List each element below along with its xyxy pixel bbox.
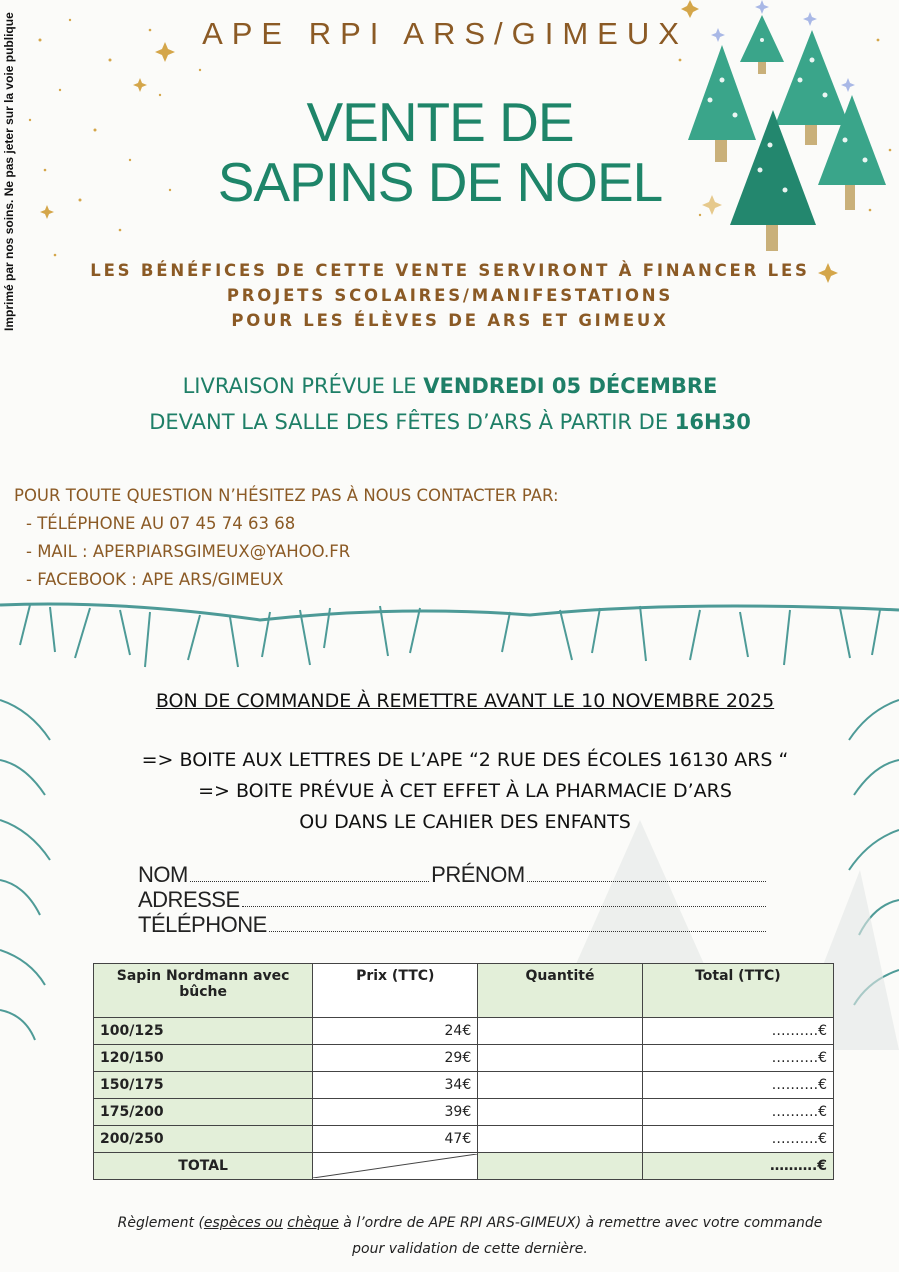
- delivery-date-prefix: LIVRAISON PRÉVUE LE: [182, 374, 424, 398]
- row-price: 47€: [313, 1126, 478, 1153]
- customer-fields: [138, 862, 768, 937]
- total-price-crossed: [313, 1153, 478, 1180]
- benefits-text: [40, 258, 860, 333]
- delivery-place-prefix: DEVANT LA SALLE DES FÊTES D’ARS À PARTIR DE: [149, 410, 675, 434]
- table-row: [94, 1045, 834, 1072]
- row-quantity[interactable]: [478, 1072, 643, 1099]
- row-total[interactable]: ……….€: [642, 1018, 833, 1045]
- page-title: [180, 92, 700, 212]
- delivery-date: VENDREDI 05 DÉCEMBRE: [423, 374, 718, 398]
- delivery-time: 16H30: [674, 410, 751, 434]
- title-line: VENTE DE: [306, 91, 574, 153]
- contact-mail: - MAIL : APERPIARSGIMEUX@YAHOO.FR: [26, 542, 351, 561]
- payment-cheque: chèque: [287, 1215, 339, 1231]
- drop-off-line: => BOITE PRÉVUE À CET EFFET À LA PHARMACIE D’ARS: [198, 780, 732, 802]
- contact-info: [14, 482, 714, 594]
- row-price: 29€: [313, 1045, 478, 1072]
- order-form-heading: BON DE COMMANDE À REMETTRE AVANT LE 10 NOVEMBRE 2025: [155, 690, 775, 712]
- row-price: 39€: [313, 1099, 478, 1126]
- row-size: 120/150: [94, 1045, 313, 1072]
- total-value[interactable]: ……….€: [642, 1153, 833, 1180]
- delivery-info: [20, 368, 880, 440]
- adresse-field[interactable]: [242, 890, 766, 907]
- phone-row: [138, 912, 768, 937]
- row-quantity[interactable]: [478, 1126, 643, 1153]
- benefits-line: LES BÉNÉFICES DE CETTE VENTE SERVIRONT À FINANCER LES: [90, 261, 810, 280]
- total-label: TOTAL: [94, 1153, 313, 1180]
- table-row: [94, 1126, 834, 1153]
- benefits-line: POUR LES ÉLÈVES DE ARS ET GIMEUX: [231, 311, 669, 330]
- name-row: [138, 862, 768, 887]
- title-line: SAPINS DE NOEL: [217, 151, 663, 213]
- row-price: 24€: [313, 1018, 478, 1045]
- table-row: [94, 1018, 834, 1045]
- contact-intro: POUR TOUTE QUESTION N’HÉSITEZ PAS À NOUS CONTACTER PAR:: [14, 486, 559, 505]
- address-row: [138, 887, 768, 912]
- adresse-label: ADRESSE: [138, 887, 240, 912]
- table-header-row: [94, 964, 834, 1018]
- telephone-field[interactable]: [269, 915, 766, 932]
- diagonal-strike-icon: [313, 1154, 477, 1178]
- table-row: [94, 1099, 834, 1126]
- nom-label: NOM: [138, 862, 188, 887]
- row-size: 175/200: [94, 1099, 313, 1126]
- payment-text: Règlement (: [117, 1215, 204, 1231]
- row-size: 100/125: [94, 1018, 313, 1045]
- drop-off-line: OU DANS LE CAHIER DES ENFANTS: [299, 811, 631, 833]
- payment-note: [60, 1210, 880, 1262]
- delivery-date-line: [20, 368, 880, 404]
- row-quantity[interactable]: [478, 1045, 643, 1072]
- row-quantity[interactable]: [478, 1018, 643, 1045]
- nom-field[interactable]: [190, 865, 429, 882]
- row-size: 200/250: [94, 1126, 313, 1153]
- row-price: 34€: [313, 1072, 478, 1099]
- drop-off-line: => BOITE AUX LETTRES DE L’APE “2 RUE DES ÉCOLES 16130 ARS “: [141, 749, 789, 771]
- payment-text: à l’ordre de APE RPI ARS-GIMEUX) à remettre avec votre commande: [338, 1215, 823, 1231]
- row-total[interactable]: ……….€: [642, 1126, 833, 1153]
- payment-note-line: pour validation de cette dernière.: [352, 1241, 588, 1257]
- table-row: [94, 1072, 834, 1099]
- header-price: Prix (TTC): [313, 964, 478, 1018]
- prenom-label: PRÉNOM: [431, 862, 525, 887]
- header-total: Total (TTC): [642, 964, 833, 1018]
- organization-name: APE RPI ARS/GIMEUX: [202, 16, 688, 51]
- contact-phone: - TÉLÉPHONE AU 07 45 74 63 68: [26, 514, 296, 533]
- table-total-row: [94, 1153, 834, 1180]
- header-quantity: Quantité: [478, 964, 643, 1018]
- order-table: [93, 963, 834, 1180]
- christmas-trees-icon: [688, 0, 886, 251]
- row-size: 150/175: [94, 1072, 313, 1099]
- payment-cash: espèces ou: [203, 1215, 283, 1231]
- row-total[interactable]: ……….€: [642, 1099, 833, 1126]
- total-quantity: [478, 1153, 643, 1180]
- telephone-label: TÉLÉPHONE: [138, 912, 267, 937]
- row-total[interactable]: ……….€: [642, 1045, 833, 1072]
- delivery-place-line: [20, 404, 880, 440]
- benefits-line: PROJETS SCOLAIRES/MANIFESTATIONS: [226, 286, 674, 305]
- prenom-field[interactable]: [527, 865, 766, 882]
- row-quantity[interactable]: [478, 1099, 643, 1126]
- header-product: Sapin Nordmann avec bûche: [94, 964, 313, 1018]
- row-total[interactable]: ……….€: [642, 1072, 833, 1099]
- payment-note-line: [60, 1210, 880, 1236]
- drop-off-locations: [0, 745, 899, 838]
- print-notice: Imprimé par nos soins. Ne pas jeter sur la voie publique: [2, 12, 16, 331]
- contact-facebook: - FACEBOOK : APE ARS/GIMEUX: [26, 570, 284, 589]
